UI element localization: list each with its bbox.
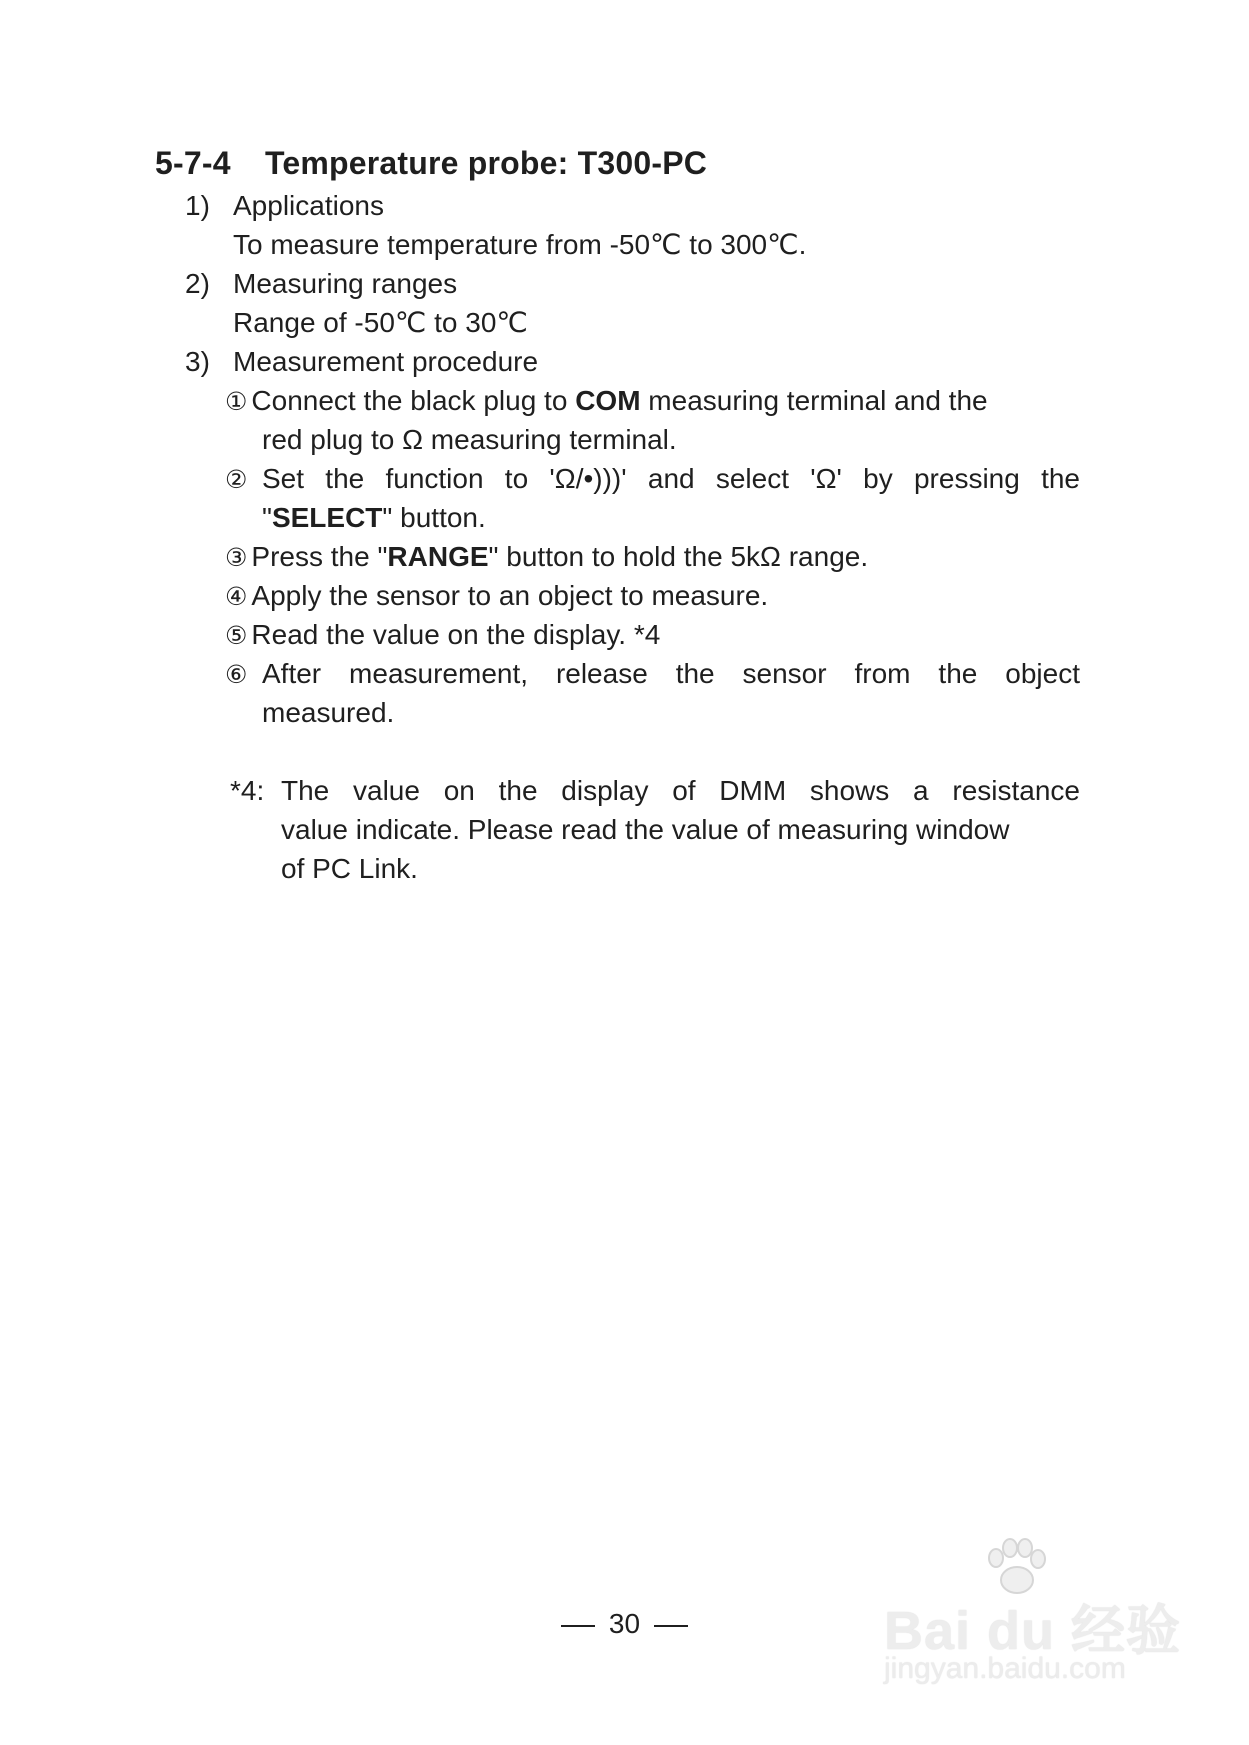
- step-text: ": [262, 502, 272, 533]
- footnote-marker: *4:: [230, 775, 265, 806]
- step-1-line2: red plug to Ω measuring terminal.: [262, 424, 677, 455]
- step-6-line1: After measurement, release the sensor from the object: [262, 658, 1080, 689]
- item-label: 3): [185, 346, 210, 377]
- item-heading: Measurement procedure: [233, 346, 539, 377]
- section-heading: [155, 145, 707, 182]
- step-2: [225, 459, 251, 500]
- step-bold: SELECT: [271, 502, 383, 533]
- step-2-line2: [262, 498, 486, 538]
- step-1: [225, 381, 988, 422]
- step-bold: RANGE: [387, 541, 489, 572]
- footnote-line3: of PC Link.: [281, 853, 418, 884]
- step-marker: ③: [225, 543, 248, 572]
- section-title: Temperature probe: T300-PC: [265, 145, 708, 181]
- step-marker: ④: [225, 582, 248, 611]
- step-bold: COM: [575, 385, 641, 416]
- step-text: " button.: [382, 502, 486, 533]
- dash-right: [654, 1625, 688, 1627]
- page-number: 30: [608, 1608, 641, 1639]
- watermark: [880, 1538, 1180, 1688]
- step-text: Apply the sensor to an object to measure.: [251, 580, 769, 611]
- item-measuring-ranges: [185, 264, 457, 304]
- dash-left: [561, 1625, 595, 1627]
- item-measuring-ranges-text: Range of -50℃ to 30℃: [233, 307, 528, 338]
- step-3: [225, 537, 868, 578]
- step-6-line2: measured.: [262, 697, 395, 728]
- step-marker: ①: [225, 387, 248, 416]
- footnote-line2: value indicate. Please read the value of measuring window: [281, 814, 1010, 845]
- step-marker: ⑤: [225, 621, 248, 650]
- item-label: 1): [185, 190, 210, 221]
- item-measurement-procedure: [185, 342, 538, 382]
- step-text: Read the value on the display. *4: [251, 619, 661, 650]
- watermark-brand: Bai du 经验: [884, 1601, 1182, 1661]
- step-text: " button to hold the 5kΩ range.: [488, 541, 869, 572]
- item-label: 2): [185, 268, 210, 299]
- step-4: [225, 576, 768, 617]
- footnote-line1: The value on the display of DMM shows a resistance: [281, 775, 1080, 806]
- step-text: Press the ": [251, 541, 388, 572]
- item-applications-text: To measure temperature from -50℃ to 300℃.: [233, 229, 807, 260]
- step-text: Connect the black plug to: [251, 385, 576, 416]
- item-heading: Measuring ranges: [233, 268, 458, 299]
- step-marker: ⑥: [225, 660, 248, 689]
- item-heading: Applications: [233, 190, 384, 221]
- step-marker: ②: [225, 465, 248, 494]
- step-text: measuring terminal and the: [640, 385, 988, 416]
- step-5: [225, 615, 660, 656]
- item-applications: [185, 186, 384, 226]
- step-6: [225, 654, 251, 695]
- watermark-url: jingyan.baidu.com: [884, 1652, 1126, 1685]
- step-2-line1: Set the function to 'Ω/•)))' and select 'Ω' by pressing the: [262, 463, 1080, 494]
- section-number: 5-7-4: [155, 145, 231, 181]
